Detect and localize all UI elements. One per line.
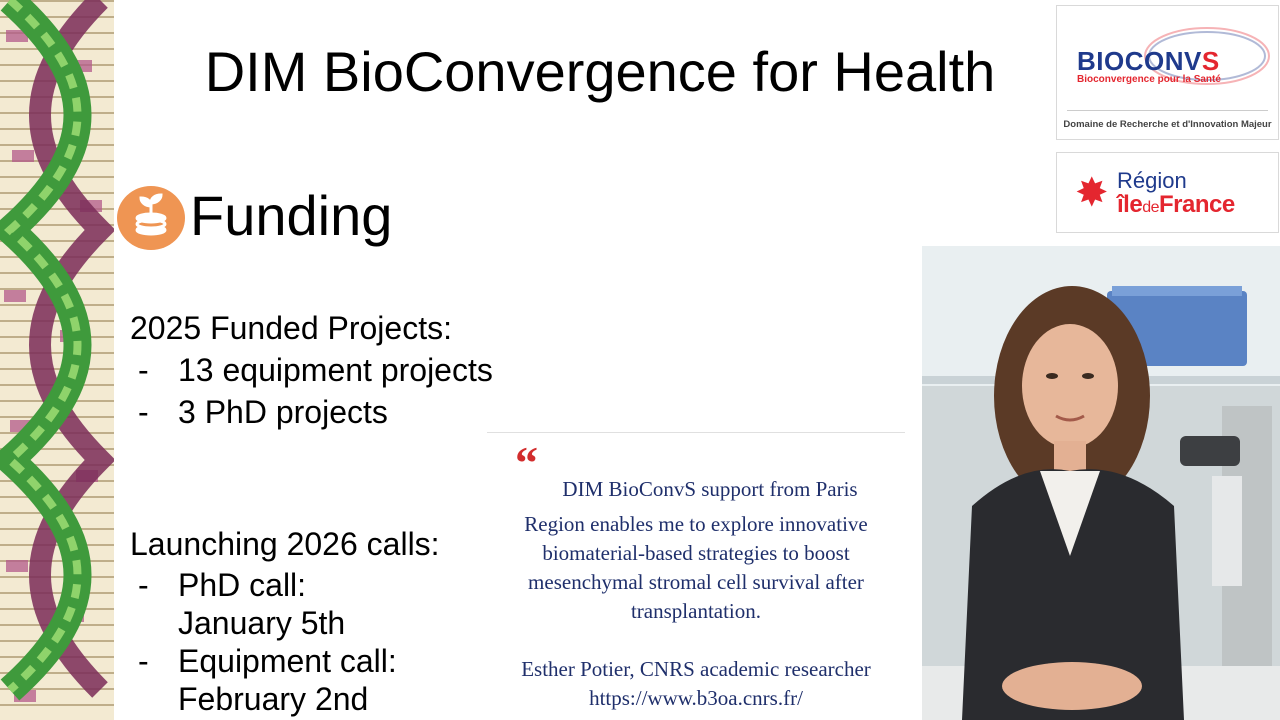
funded-item: 13 equipment projects [178, 352, 493, 388]
list-item [130, 391, 493, 433]
quote-line: mesenchymal stromal cell survival after [528, 570, 864, 594]
quote-attribution [487, 655, 905, 713]
list-item [130, 349, 493, 391]
quote-line: transplantation. [630, 599, 762, 623]
coin-plant-icon [117, 186, 185, 250]
logo-divider [1067, 110, 1268, 111]
dna-decoration [0, 0, 114, 720]
call-name: Equipment call: [178, 643, 397, 679]
region-idf-logo [1056, 152, 1279, 233]
funded-projects [130, 307, 493, 433]
call-date: January 5th [178, 605, 346, 641]
bullet-dash: - [138, 394, 149, 430]
list-item [130, 642, 440, 718]
quote-line: Region enables me to explore innovative [524, 512, 868, 536]
bullet-dash: - [138, 352, 149, 388]
logo-domain-text: Domaine de Recherche et d'Innovation Majeur [1063, 119, 1272, 130]
section-heading: Funding [190, 184, 393, 247]
funded-heading: 2025 Funded Projects: [130, 310, 452, 346]
calls-heading: Launching 2026 calls: [130, 526, 440, 562]
testimonial-quote [487, 432, 905, 717]
quote-text [497, 475, 895, 626]
call-date: February 2nd [178, 681, 369, 717]
quote-line: DIM BioConvS support from Paris [562, 477, 858, 501]
launching-calls [130, 522, 440, 718]
list-item [130, 566, 440, 642]
logo-wordmark: BIOCONVS [1077, 46, 1220, 76]
bullet-dash: - [138, 567, 149, 603]
funded-item: 3 PhD projects [178, 394, 388, 430]
researcher-photo [922, 246, 1280, 720]
call-name: PhD call: [178, 567, 307, 603]
quote-url-link[interactable]: https://www.b3oa.cnrs.fr/ [589, 686, 803, 710]
region-label: Région [1117, 168, 1187, 193]
logo-subtitle: Bioconvergence pour la Santé [1077, 74, 1221, 85]
lab-portrait-image [922, 246, 1280, 720]
quote-mark-icon: “ [515, 437, 538, 488]
quote-author: Esther Potier, CNRS academic researcher [521, 657, 871, 681]
dna-helix-illustration [0, 0, 114, 720]
bullet-dash: - [138, 643, 149, 679]
region-name: îledeFrance [1117, 191, 1235, 218]
star-icon: ✸ [1075, 171, 1109, 215]
bioconvs-logo [1056, 5, 1279, 140]
quote-line: biomaterial-based strategies to boost [542, 541, 850, 565]
slide-title: DIM BioConvergence for Health [204, 40, 996, 103]
